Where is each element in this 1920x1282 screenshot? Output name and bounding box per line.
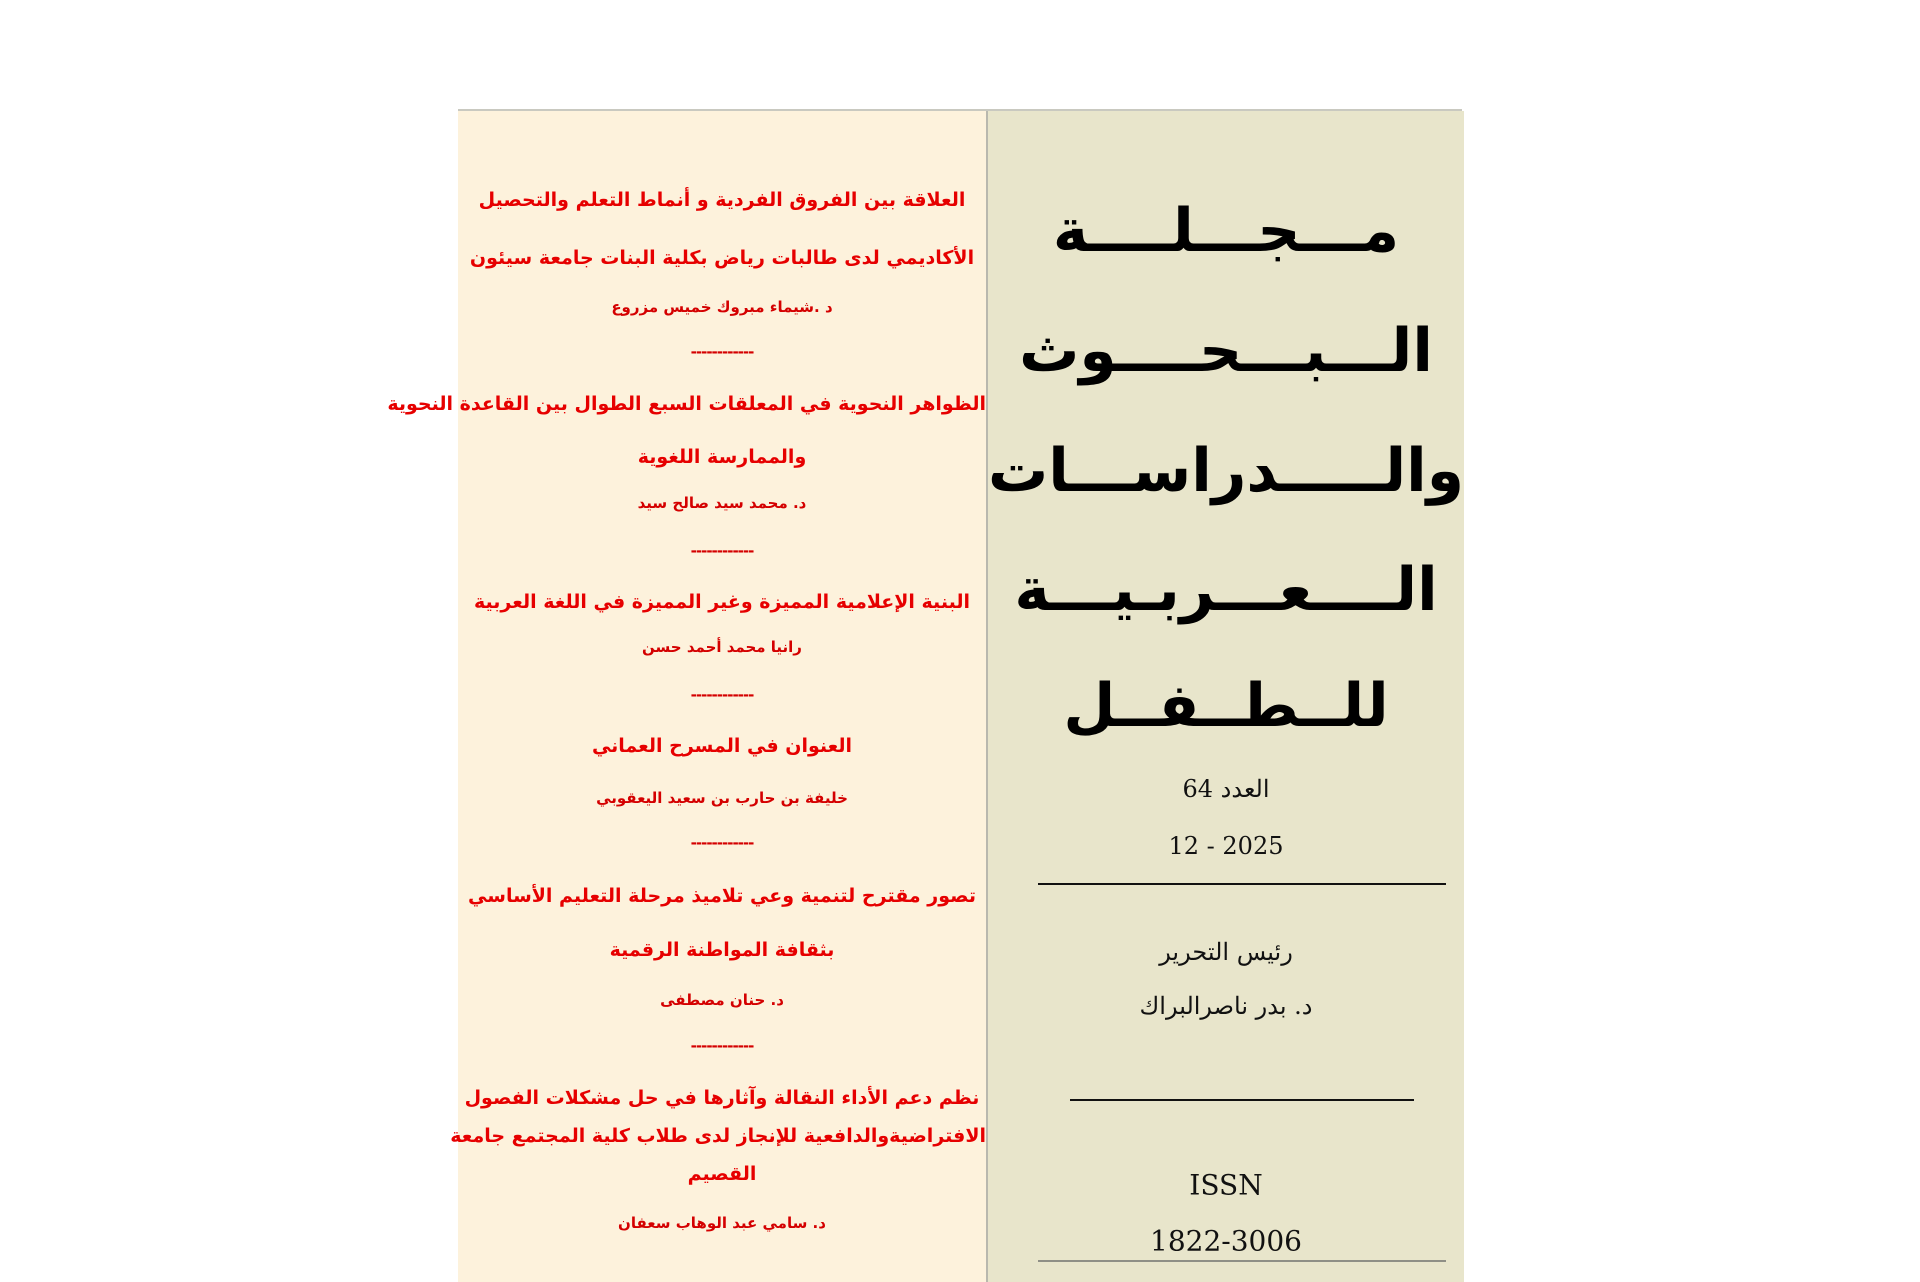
journal-title-line-4: الــــعـــربـيـــة (1014, 555, 1438, 625)
article-5-author: د. حنان مصطفى (660, 991, 784, 1009)
article-4-author: خليفة بن حارب بن سعيد اليعقوبي (596, 789, 848, 807)
article-3-author: رانيا محمد أحمد حسن (642, 638, 802, 656)
divider (1038, 883, 1446, 885)
separator: ------------ (690, 834, 754, 852)
article-6-title-line-1: نظم دعم الأداء النقالة وآثارها في حل مشكلات الفصول (464, 1087, 980, 1109)
article-1-title-line-2: الأكاديمي لدى طالبات رياض بكلية البنات جامعة سيئون (469, 247, 975, 269)
masthead-column (986, 111, 1464, 1282)
issn-number: 1822-3006 (1150, 1224, 1302, 1258)
separator: ------------ (690, 542, 754, 560)
journal-cover-page (387, 109, 1464, 1282)
article-5-title-line-2: بثقافة المواطنة الرقمية (609, 939, 835, 961)
article-2-title-line-1: الظواهر النحوية في المعلقات السبع الطوال بين القاعدة النحوية (387, 393, 986, 415)
issn-label: ISSN (1189, 1168, 1263, 1202)
article-2-author: د. محمد سيد صالح سيد (637, 494, 807, 512)
editor-name: د. بدر ناصرالبراك (1139, 992, 1313, 1020)
article-4-title: العنوان في المسرح العماني (591, 735, 853, 757)
issue-date: 12 - 2025 (1168, 832, 1284, 860)
journal-title-line-5: للــطــفــل (1063, 671, 1389, 741)
contents-column (387, 111, 986, 1282)
separator: ------------ (690, 343, 754, 361)
article-3-title: البنية الإعلامية المميزة وغير المميزة في اللغة العربية (474, 591, 970, 613)
separator: ------------ (690, 1037, 754, 1055)
issue-number: العدد 64 (1182, 775, 1270, 803)
journal-title-line-2: الـــبـــحــــوث (1019, 316, 1433, 386)
article-6-title-line-3: القصيم (687, 1163, 757, 1185)
article-5-title-line-1: تصور مقترح لتنمية وعي تلاميذ مرحلة التعليم الأساسي (468, 885, 976, 907)
editor-label: رئيس التحرير (1159, 938, 1293, 966)
journal-title-line-3: والـــــدراســـات (987, 436, 1464, 506)
article-2-title-line-2: والممارسة اللغوية (637, 446, 807, 468)
article-1-author: د .شيماء مبروك خميس مزروع (611, 298, 833, 316)
article-6-author: د. سامي عبد الوهاب سعفان (618, 1214, 826, 1232)
divider (1038, 1260, 1446, 1262)
journal-title-line-1: مـــجـــلــــة (1052, 196, 1400, 266)
divider (1070, 1099, 1414, 1101)
article-6-title-line-2: الافتراضيةوالدافعية للإنجاز لدى طلاب كلية المجتمع جامعة (450, 1125, 986, 1147)
separator: ------------ (690, 686, 754, 704)
article-1-title-line-1: العلاقة بين الفروق الفردية و أنماط التعلم والتحصيل (478, 189, 966, 211)
